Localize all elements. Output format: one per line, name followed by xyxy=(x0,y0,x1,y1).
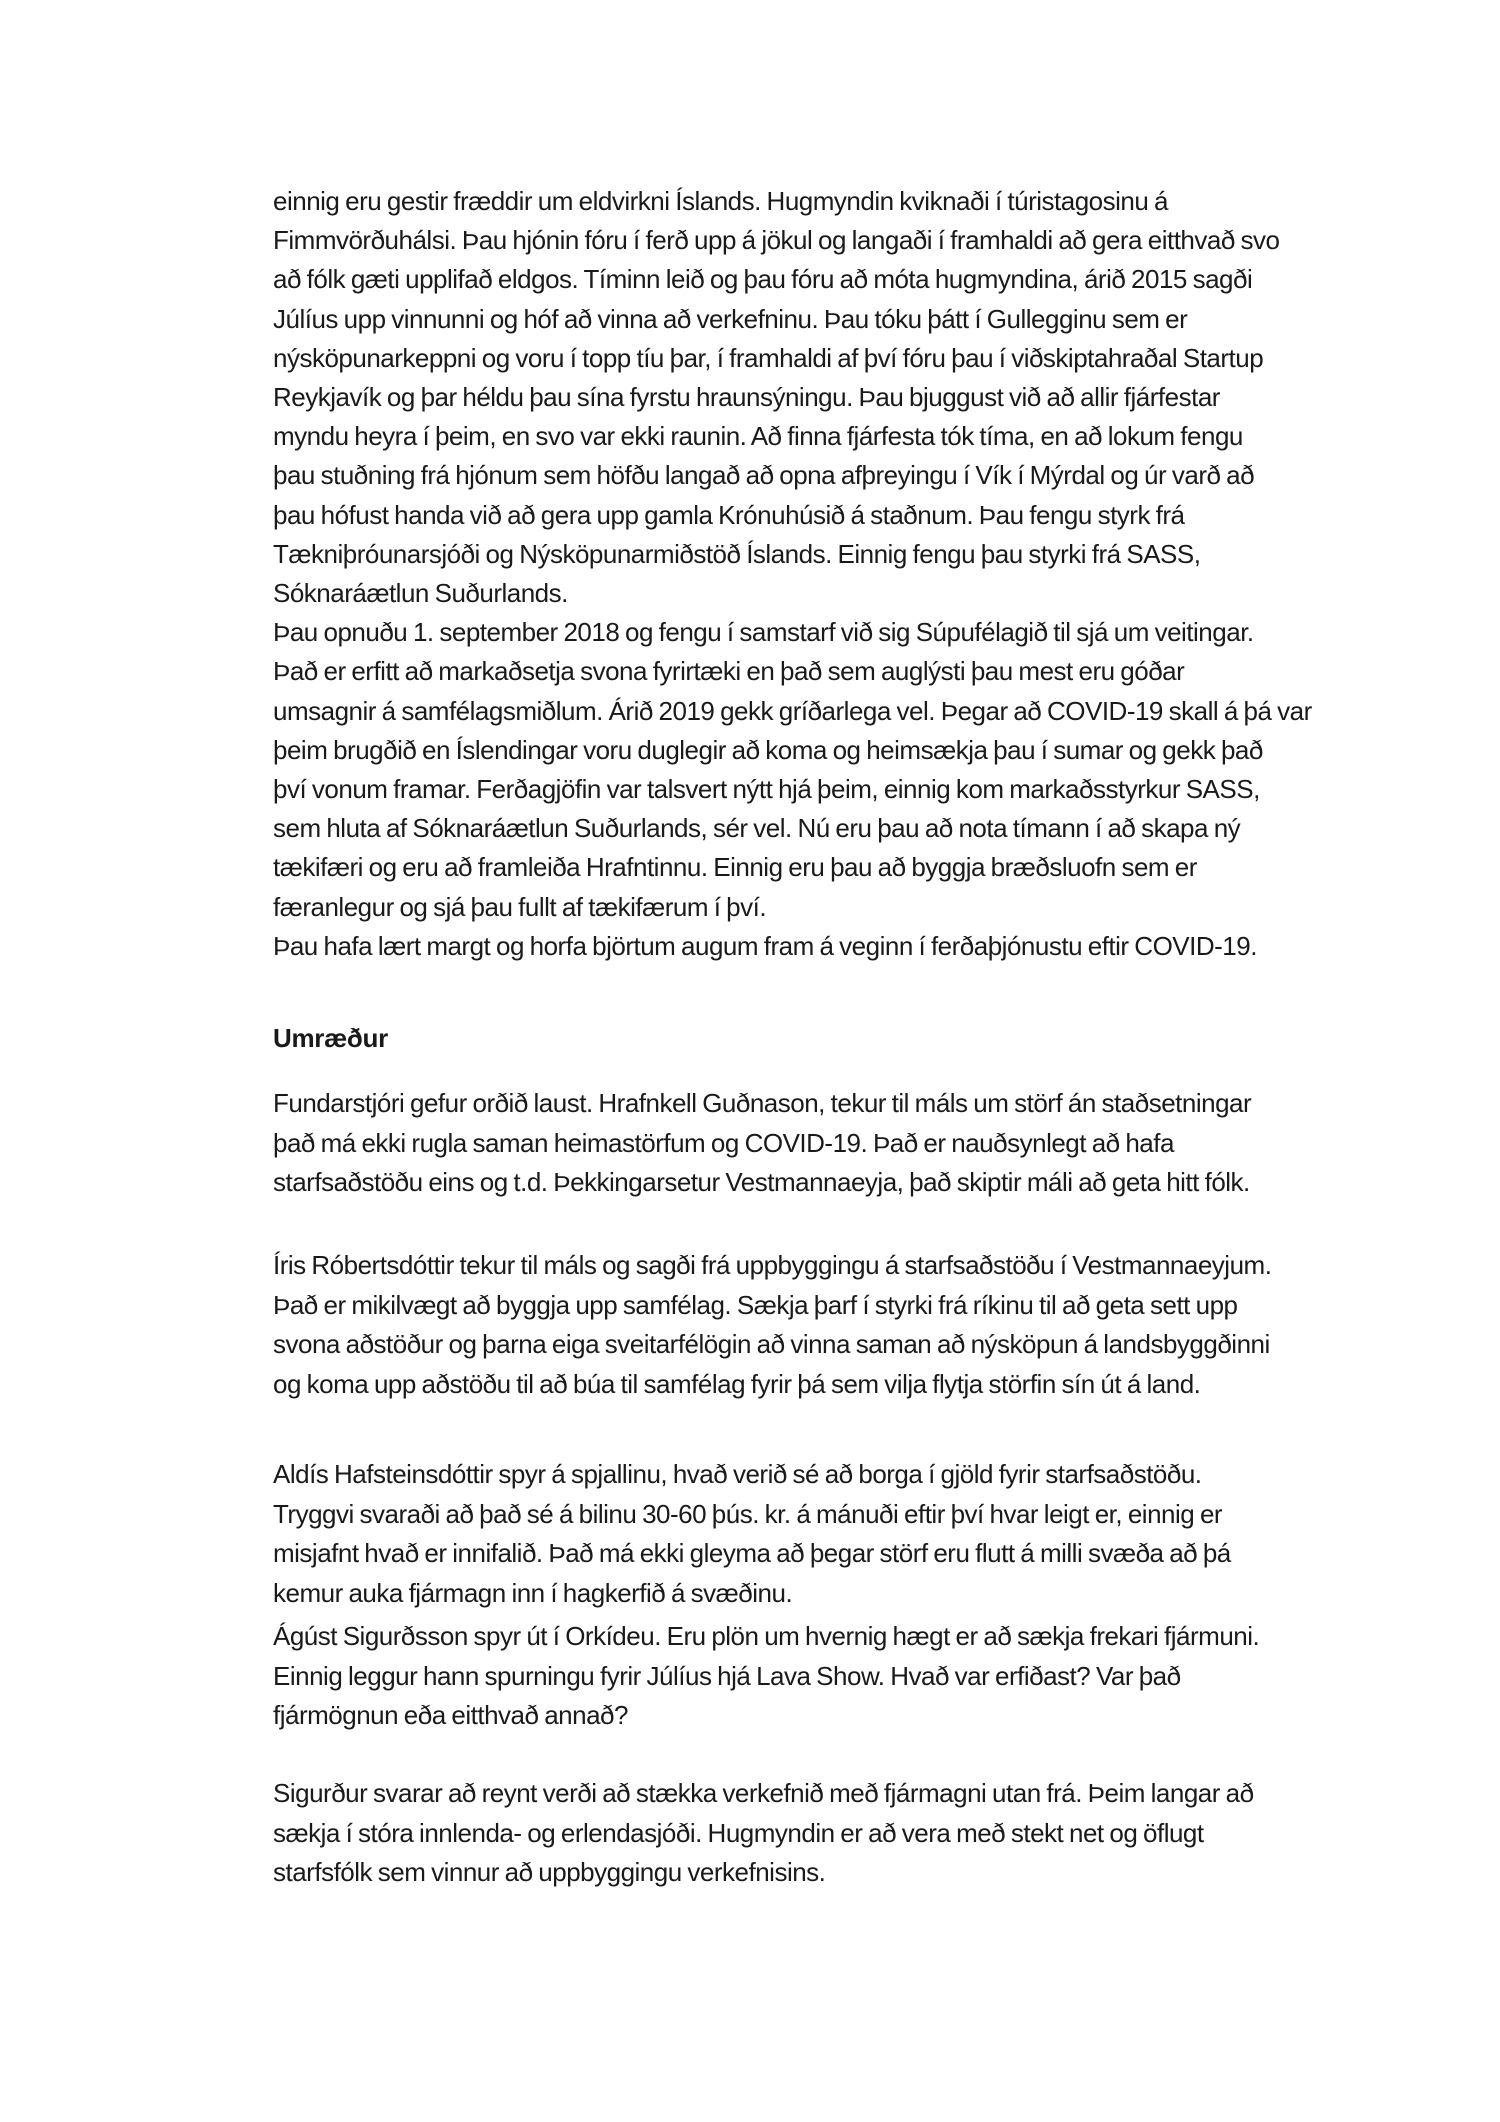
text-line: Sigurður svarar að reynt verði að stækka verkefnið með fjármagni utan frá. Þeim langar að xyxy=(273,1778,1254,1808)
text-line: Júlíus upp vinnunni og hóf að vinna að verkefninu. Þau tóku þátt í Gullegginu sem er xyxy=(273,303,1188,334)
discussion-paragraph-4 xyxy=(273,1617,1353,1736)
section-heading: Umræður xyxy=(273,1023,388,1053)
discussion-paragraph-1 xyxy=(273,1084,1353,1203)
text-line: Reykjavík og þar héldu þau sína fyrstu hraunsýningu. Þau bjuggust við að allir fjárfestar xyxy=(273,382,1220,413)
text-line: Tryggvi svaraði að það sé á bilinu 30-60 þús. kr. á mánuði eftir því hvar leigt er, einnig er xyxy=(273,1498,1223,1529)
text-line: færanlegur og sjá þau fullt af tækifærum í því. xyxy=(273,891,767,922)
text-line: tækifæri og eru að framleiða Hrafntinnu. Einnig eru þau að byggja bræðsluofn sem er xyxy=(273,852,1197,883)
text-line: Sóknaráætlun Suðurlands. xyxy=(273,578,568,609)
text-line: það má ekki rugla saman heimastörfum og COVID-19. Það er nauðsynlegt að hafa xyxy=(273,1127,1174,1158)
text-line: Tækniþróunarsjóði og Nýsköpunarmiðstöð Íslands. Einnig fengu þau styrki frá SASS, xyxy=(273,538,1201,569)
text-line: svona aðstöður og þarna eiga sveitarfélögin að vinna saman að nýsköpun á landsbyggðinni xyxy=(273,1329,1270,1359)
text-line: einnig eru gestir fræddir um eldvirkni Íslands. Hugmyndin kviknaði í túristagosinu á xyxy=(273,186,1168,216)
intro-paragraph xyxy=(273,182,1353,966)
discussion-paragraph-2 xyxy=(273,1246,1353,1404)
text-line: starfsaðstöðu eins og t.d. Þekkingarsetur Vestmannaeyja, það skiptir máli að geta hitt fólk. xyxy=(273,1167,1250,1197)
text-line: kemur auka fjármagn inn í hagkerfið á svæðinu. xyxy=(273,1577,793,1608)
text-line: Það er erfitt að markaðsetja svona fyrirtæki en það sem auglýsti þau mest eru góðar xyxy=(273,656,1185,687)
text-line: Aldís Hafsteinsdóttir spyr á spjallinu, hvað verið sé að borga í gjöld fyrir starfsaðstöðu. xyxy=(273,1459,1202,1489)
text-line: Einnig leggur hann spurningu fyrir Júlíus hjá Lava Show. Hvað var erfiðast? Var það xyxy=(273,1660,1181,1691)
text-line: sem hluta af Sóknaráætlun Suðurlands, sér vel. Nú eru þau að nota tímann í að skapa ný xyxy=(273,813,1241,844)
text-line: sækja í stóra innlenda- og erlendasjóði. Hugmyndin er að vera með stekt net og öflugt xyxy=(273,1817,1204,1848)
text-line: þau hófust handa við að gera upp gamla Krónuhúsið á staðnum. Þau fengu styrk frá xyxy=(273,499,1185,530)
text-line: nýsköpunarkeppni og voru í topp tíu þar, í framhaldi af því fóru þau í viðskiptahraðal Startup xyxy=(273,342,1264,373)
text-line: Fimmvörðuhálsi. Þau hjónin fóru í ferð upp á jökul og langaði í framhaldi að gera eitthvað svo xyxy=(273,225,1280,256)
text-line: þeim brugðið en Íslendingar voru duglegir að koma og heimsækja þau í sumar og gekk það xyxy=(273,734,1263,765)
text-line: Fundarstjóri gefur orðið laust. Hrafnkell Guðnason, tekur til máls um störf án staðsetningar xyxy=(273,1088,1252,1118)
text-line: misjafnt hvað er innifalið. Það má ekki gleyma að þegar störf eru flutt á milli svæða að þá xyxy=(273,1538,1231,1568)
text-line: starfsfólk sem vinnur að uppbyggingu verkefnisins. xyxy=(273,1857,826,1887)
text-line: Þau opnuðu 1. september 2018 og fengu í samstarf við sig Súpufélagið til sjá um veitingar. xyxy=(273,617,1254,648)
text-line: Það er mikilvægt að byggja upp samfélag. Sækja þarf í styrki frá ríkinu til að geta sett upp xyxy=(273,1289,1238,1320)
text-line: fjármögnun eða eitthvað annað? xyxy=(273,1700,628,1730)
text-line: Ágúst Sigurðsson spyr út í Orkídeu. Eru plön um hvernig hægt er að sækja frekari fjármuni. xyxy=(273,1621,1260,1651)
text-line: Þau hafa lært margt og horfa björtum augum fram á veginn í ferðaþjónustu eftir COVID-19. xyxy=(273,930,1257,961)
text-line: að fólk gæti upplifað eldgos. Tíminn leið og þau fóru að móta hugmyndina, árið 2015 sagði xyxy=(273,264,1253,295)
text-line: og koma upp aðstöðu til að búa til samfélag fyrir þá sem vilja flytja störfin sín út á land. xyxy=(273,1368,1201,1399)
discussion-paragraph-3 xyxy=(273,1455,1353,1613)
text-line: myndu heyra í þeim, en svo var ekki raunin. Að finna fjárfesta tók tíma, en að lokum fengu xyxy=(273,421,1243,452)
text-line: því vonum framar. Ferðagjöfin var talsvert nýtt hjá þeim, einnig kom markaðsstyrkur SASS, xyxy=(273,774,1260,805)
text-line: umsagnir á samfélagsmiðlum. Árið 2019 gekk gríðarlega vel. Þegar að COVID-19 skall á þá var xyxy=(273,695,1312,726)
text-line: þau stuðning frá hjónum sem höfðu langað að opna afþreyingu í Vík í Mýrdal og úr varð að xyxy=(273,460,1255,491)
text-line: Íris Róbertsdóttir tekur til máls og sagði frá uppbyggingu á starfsaðstöðu í Vestmannaeyjum. xyxy=(273,1250,1272,1280)
discussion-paragraph-5 xyxy=(273,1774,1353,1893)
